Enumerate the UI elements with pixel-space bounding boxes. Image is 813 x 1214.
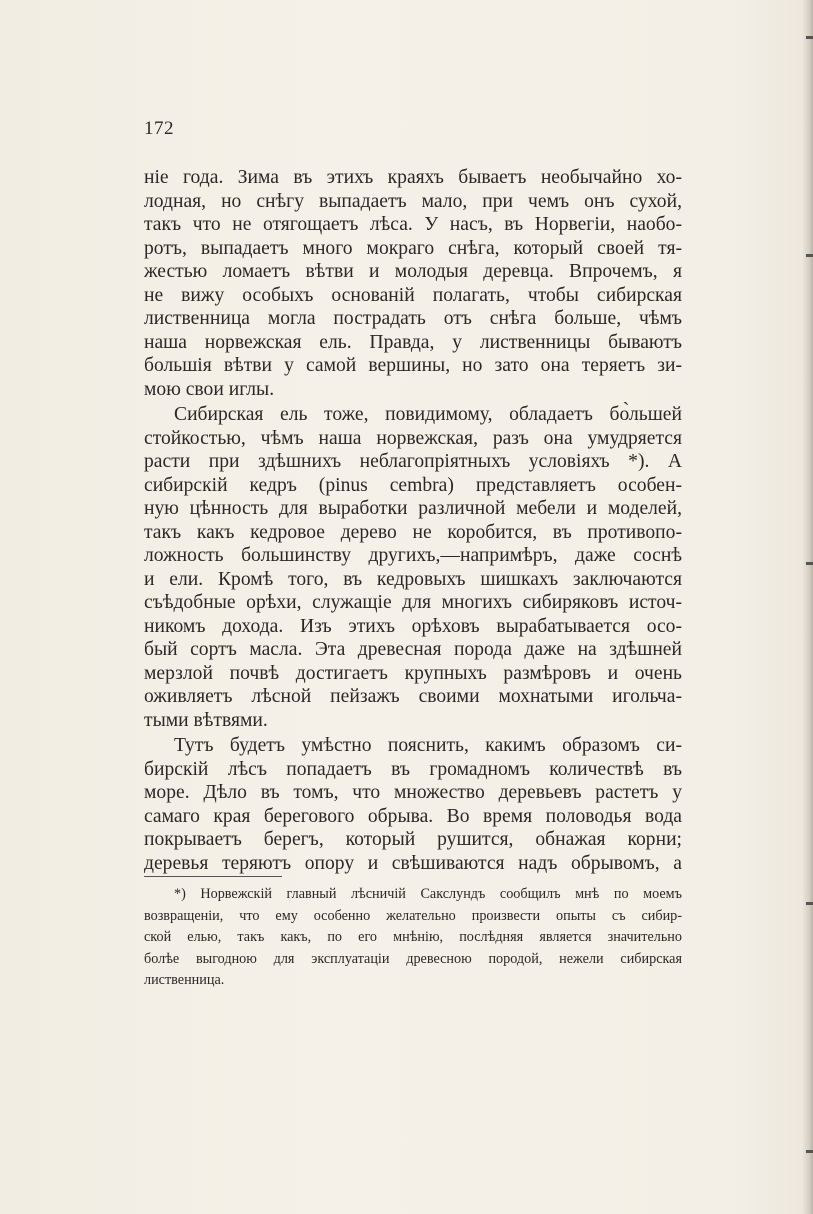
text-line: покрываетъ берегъ, который рушится, обнажая корни; (144, 829, 682, 850)
paragraph-2 (144, 403, 682, 732)
text-line: такъ какъ кедровое дерево не коробится, въ противопо- (144, 521, 682, 543)
text-line: ротъ, выпадаетъ много мокраго снѣга, который своей тя- (144, 237, 682, 259)
text-line: жестью ломаетъ вѣтви и молодыя деревца. Впрочемъ, я (144, 261, 682, 282)
text-line: Сибирская ель тоже, повидимому, обладаетъ бо̀льшей (174, 404, 682, 425)
text-line: ніе года. Зима въ этихъ краяхъ бываетъ необычайно хо- (144, 167, 682, 188)
footnote-line: возвращеніи, что ему особенно желательно произвести опыты съ сибир- (144, 907, 682, 924)
text-line: стойкостью, чѣмъ наша норвежская, разъ она умудряется (144, 427, 682, 449)
body-text (144, 166, 682, 875)
text-line: большія вѣтви у самой вершины, но зато она теряетъ зи- (144, 355, 682, 376)
footnote-line: *) Норвежскій главный лѣсничій Сакслундъ сообщилъ мнѣ по моемъ (174, 886, 682, 902)
edge-mark (806, 1150, 813, 1153)
text-line: деревья теряютъ опору и свѣшиваются надъ обрывомъ, а (144, 852, 682, 874)
text-line: Тутъ будетъ умѣстно пояснить, какимъ образомъ си- (174, 735, 682, 756)
text-line: расти при здѣшнихъ неблагопріятныхъ условіяхъ *). А (144, 451, 682, 472)
text-line: никомъ дохода. Изъ этихъ орѣховъ вырабатывается осо- (144, 615, 682, 637)
text-line: и ели. Кромѣ того, въ кедровыхъ шишкахъ заключаются (144, 568, 682, 590)
text-line: самаго края берегового обрыва. Во время половодья вода (144, 805, 682, 827)
text-line: мерзлой почвѣ достигаетъ крупныхъ размѣровъ и очень (144, 662, 682, 684)
text-line: бый сортъ масла. Эта древесная порода даже на здѣшней (144, 639, 682, 660)
page-edge (803, 0, 813, 1214)
text-line: лиственница могла пострадать отъ снѣга больше, чѣмъ (144, 308, 682, 329)
text-line: оживляетъ лѣсной пейзажъ своими мохнатыми игольча- (144, 686, 682, 707)
text-line: лодная, но снѣгу выпадаетъ мало, при чемъ онъ сухой, (144, 190, 682, 212)
text-line: мою свои иглы. (144, 378, 275, 400)
footnote-line: ской елью, такъ какъ, по его мнѣнію, послѣдняя является значительно (144, 929, 682, 945)
page-number: 172 (144, 118, 174, 139)
text-line: сибирскій кедръ (pinus cembra) представляетъ особен- (144, 474, 682, 496)
edge-mark (806, 902, 813, 905)
text-line: такъ что не отягощаетъ лѣса. У насъ, въ Норвегіи, наобо- (144, 214, 682, 235)
paragraph-3 (144, 734, 682, 875)
text-line: бирскій лѣсъ попадаетъ въ громадномъ количествѣ въ (144, 758, 682, 780)
text-line: ную цѣнность для выработки различной мебели и моделей, (144, 498, 682, 519)
footnote-line: болѣе выгодною для эксплуатаціи древесною породой, нежели сибирская (144, 950, 682, 967)
text-line: не вижу особыхъ основаній полагать, чтобы сибирская (144, 284, 682, 306)
text-line: ложность большинству другихъ,—напримѣръ, даже соснѣ (144, 545, 682, 566)
edge-mark (806, 36, 813, 39)
paragraph-1 (144, 166, 682, 401)
footnote (144, 884, 682, 992)
footnote-divider (144, 876, 282, 877)
edge-mark (806, 562, 813, 565)
footnote-line: лиственница. (144, 972, 225, 988)
text-line: наша норвежская ель. Правда, у лиственницы бываютъ (144, 331, 682, 353)
edge-mark (806, 254, 813, 257)
text-line: море. Дѣло въ томъ, что множество деревьевъ растетъ у (144, 782, 682, 803)
text-line: тыми вѣтвями. (144, 709, 268, 731)
text-line: съѣдобные орѣхи, служащіе для многихъ сибиряковъ источ- (144, 592, 682, 613)
